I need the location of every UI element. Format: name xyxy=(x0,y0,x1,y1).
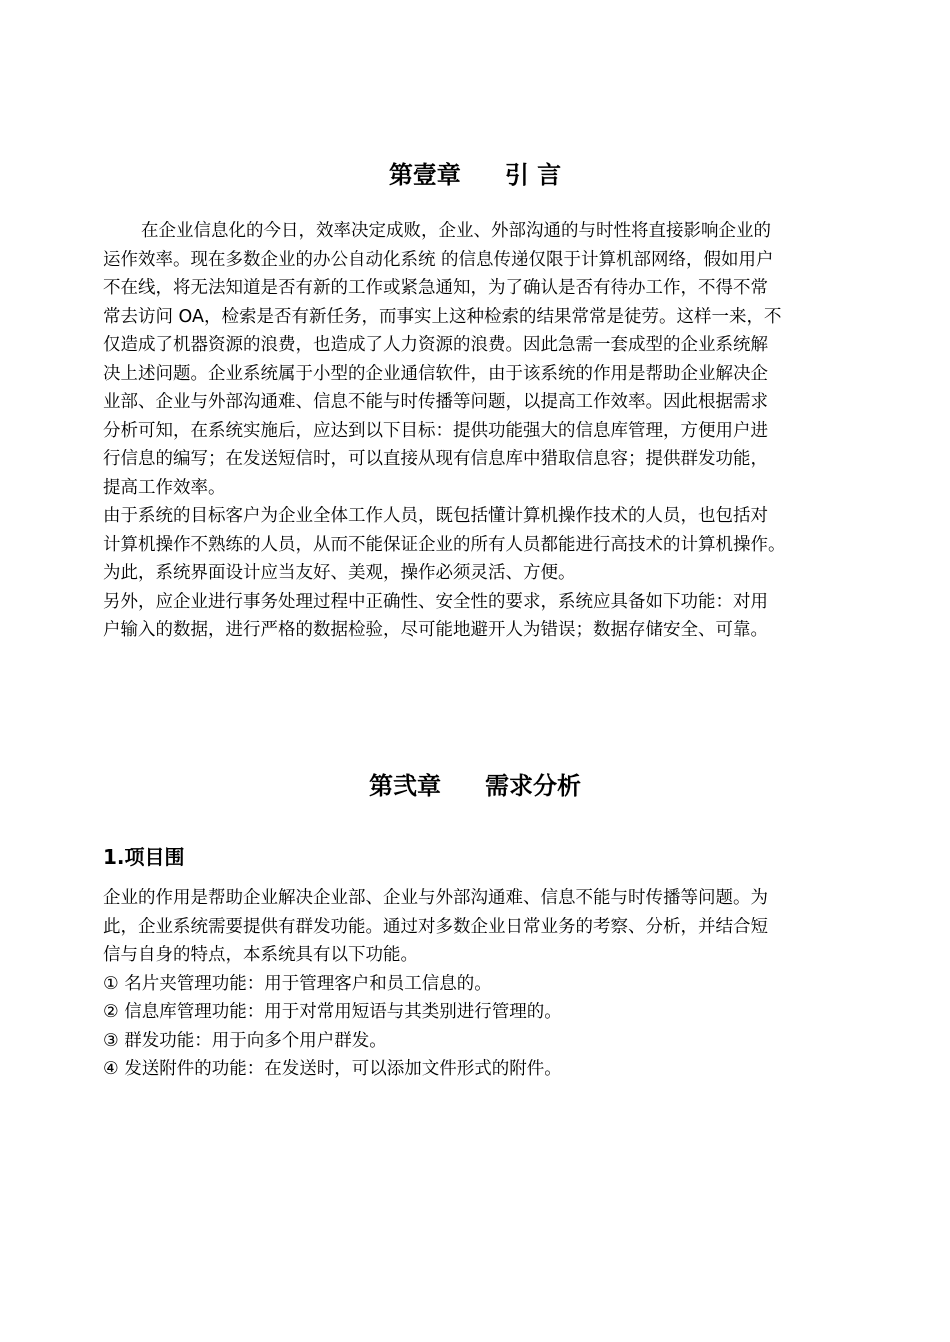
chapter-1-number: 第壹章 xyxy=(388,161,461,189)
paragraph-line: 此，企业系统需要提供有群发功能。通过对多数企业日常业务的考察、分析，并结合短 xyxy=(103,916,768,937)
paragraph-line: 业部、企业与外部沟通难、信息不能与时传播等问题，以提高工作效率。因此根据需求 xyxy=(103,392,768,412)
paragraph-line: 户输入的数据，进行严格的数据检验，尽可能地避开人为错误；数据存储安全、可靠。 xyxy=(103,620,768,640)
paragraph-line: 另外，应企业进行事务处理过程中正确性、安全性的要求，系统应具备如下功能：对用 xyxy=(103,591,768,612)
list-item: ① 名片夹管理功能：用于管理客户和员工信息的。 xyxy=(103,973,492,994)
paragraph-line: 为此，系统界面设计应当友好、美观，操作必须灵活、方便。 xyxy=(103,563,576,583)
paragraph-line: 企业的作用是帮助企业解决企业部、企业与外部沟通难、信息不能与时传播等问题。为 xyxy=(103,888,768,908)
paragraph-line: 由于系统的目标客户为企业全体工作人员，既包括懂计算机操作技术的人员，也包括对 xyxy=(103,506,768,526)
paragraph-line: 在企业信息化的今日，效率决定成败，企业、外部沟通的与时性将直接影响企业的 xyxy=(141,221,771,241)
section-body xyxy=(103,884,848,1084)
paragraph-line: 运作效率。现在多数企业的办公自动化系统 的信息传递仅限于计算机部网络，假如用户 xyxy=(103,249,774,270)
list-item: ③ 群发功能：用于向多个用户群发。 xyxy=(103,1030,387,1051)
paragraph-line: 提高工作效率。 xyxy=(103,477,226,498)
paragraph-line: 常去访问 OA，检索是否有新任务，而事实上这种检索的结果常常是徒劳。这样一来，不 xyxy=(103,306,782,327)
paragraph-line: 行信息的编写；在发送短信时，可以直接从现有信息库中猎取信息容；提供群发功能， xyxy=(103,449,768,469)
paragraph-line: 不在线，将无法知道是否有新的工作或紧急通知，为了确认是否有待办工作，不得不常 xyxy=(103,278,768,298)
section-heading: 1.项目围 xyxy=(103,845,185,869)
paragraph-line: 分析可知，在系统实施后，应达到以下目标：提供功能强大的信息库管理，方便用户进 xyxy=(103,420,768,441)
list-item: ② 信息库管理功能：用于对常用短语与其类别进行管理的。 xyxy=(103,1002,562,1022)
chapter-2-name: 需求分析 xyxy=(485,772,581,800)
chapter-2-number: 第弐章 xyxy=(369,772,441,800)
chapter-1-title xyxy=(0,159,950,191)
list-item: ④ 发送附件的功能：在发送时，可以添加文件形式的附件。 xyxy=(103,1059,562,1079)
chapter-1-name: 引 言 xyxy=(504,161,562,189)
chapter-2-title xyxy=(0,770,950,802)
paragraph-line: 计算机操作不熟练的人员，从而不能保证企业的所有人员都能进行高技术的计算机操作。 xyxy=(103,534,786,555)
chapter-1-body xyxy=(103,217,848,645)
paragraph-line: 仅造成了机器资源的浪费，也造成了人力资源的浪费。因此急需一套成型的企业系统解 xyxy=(103,335,768,355)
paragraph-line: 决上述问题。企业系统属于小型的企业通信软件，由于该系统的作用是帮助企业解决企 xyxy=(103,363,768,384)
paragraph-line: 信与自身的特点，本系统具有以下功能。 xyxy=(103,945,418,965)
